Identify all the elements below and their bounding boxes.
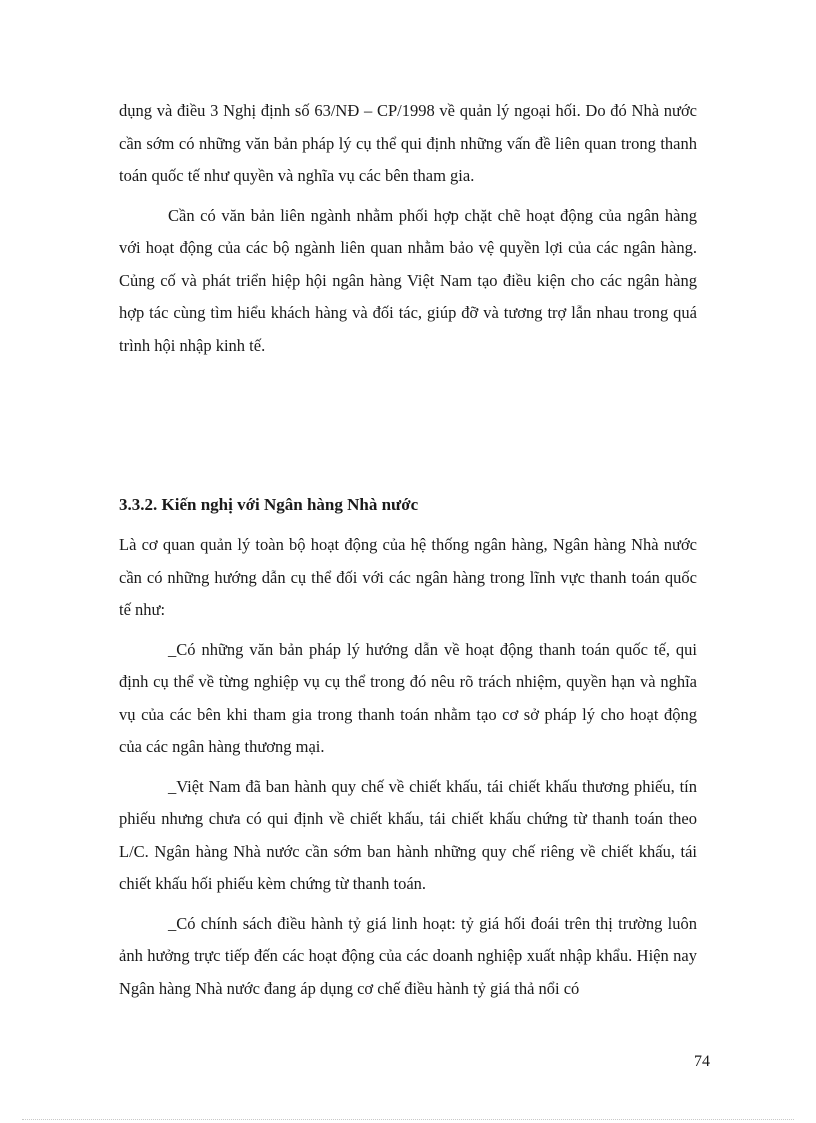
paragraph-discount-regulation: _Việt Nam đã ban hành quy chế về chiết khấu, tái chiết khấu thương phiếu, tín phiếu nhưng chưa có qui định về chiết khấu, tái chiết khấu chứng từ thanh toán theo L/C. Ngân hàng Nhà nước cần sớm ban hành những quy chế riêng về chiết khấu, tái chiết khấu hối phiếu kèm chứng từ thanh toán. — [119, 776, 697, 893]
page-bottom-divider — [22, 1119, 794, 1120]
section-heading: 3.3.2. Kiến nghị với Ngân hàng Nhà nước — [119, 495, 419, 514]
paragraph-interagency-documents: Cần có văn bản liên ngành nhằm phối hợp chặt chẽ hoạt động của ngân hàng với hoạt động của các bộ ngành liên quan nhằm bảo vệ quyền lợi của các ngân hàng. Củng cố và phát triển hiệp hội ngân hàng Việt Nam tạo điều kiện cho các ngân hàng hợp tác cùng tìm hiểu khách hàng và đối tác, giúp đỡ và tương trợ lẫn nhau trong quá trình hội nhập kinh tế. — [119, 205, 697, 355]
paragraph-continuation: dụng và điều 3 Nghị định số 63/NĐ – CP/1998 về quản lý ngoại hối. Do đó Nhà nước cần sớm có những văn bản pháp lý cụ thể qui định những vấn đề liên quan trong thanh toán quốc tế như quyền và nghĩa vụ các bên tham gia. — [119, 101, 697, 185]
top-text-block — [119, 95, 697, 362]
paragraph-legal-guidance: _Có những văn bản pháp lý hướng dẫn về hoạt động thanh toán quốc tế, qui định cụ thể về từng nghiệp vụ cụ thể trong đó nêu rõ trách nhiệm, quyền hạn và nghĩa vụ của các bên khi tham gia trong thanh toán nhằm tạo cơ sở pháp lý cho hoạt động của các ngân hàng thương mại. — [119, 639, 697, 756]
section-text-block — [119, 529, 697, 1005]
paragraph-exchange-rate-policy: _Có chính sách điều hành tỷ giá linh hoạt: tỷ giá hối đoái trên thị trường luôn ảnh hưởng trực tiếp đến các hoạt động của các doanh nghiệp xuất nhập khẩu. Hiện nay Ngân hàng Nhà nước đang áp dụng cơ chế điều hành tỷ giá thả nổi có — [119, 913, 697, 998]
page-number: 74 — [694, 1053, 710, 1070]
paragraph-intro: Là cơ quan quản lý toàn bộ hoạt động của hệ thống ngân hàng, Ngân hàng Nhà nước cần có những hướng dẫn cụ thể đối với các ngân hàng trong lĩnh vực thanh toán quốc tế như: — [119, 535, 697, 619]
